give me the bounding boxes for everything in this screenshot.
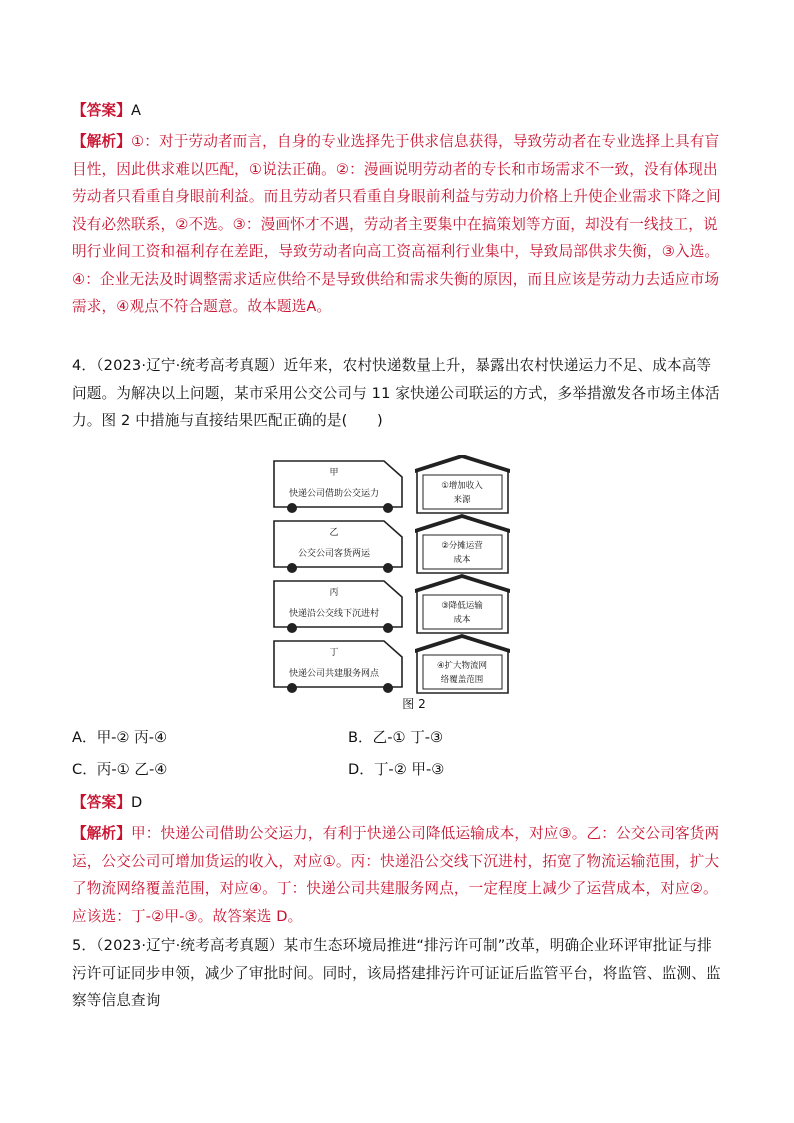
row-4-measure: 快递公司共建服务网点 [288,669,380,679]
answer-tag: 【答案】 [72,794,131,811]
question-4 [72,352,724,435]
figure-row-2 [274,514,510,573]
row-3-measure: 快递沿公交线下沉进村 [288,609,380,619]
row-2-result-line-1: ②分摊运营 [441,541,483,551]
answer-value: D [130,794,143,811]
row-1-code: 甲 [329,468,339,478]
row-2-code: 乙 [329,528,339,538]
question-source: （2023·辽宁·统考高考真题） [96,357,284,374]
row-2-measure: 公交公司客货两运 [297,549,371,559]
option-c: C．丙-① 乙-④ [72,761,168,778]
analysis-text: 甲：快递公司借助公交运力，有利于快递公司降低运输成本，对应③。乙：公交公司客货两运，公交公司可增加货运的收入，对应①。丙：快递沿公交线下沉进村，拓宽了物流运输范围，扩大了物流网络覆盖范围，对应④。丁：快递公司共建服务网点，一定程度上减少了运营成本，对应②。应该选：丁-②甲-③。故答案选 D。 [72,825,720,925]
row-1-measure: 快递公司借助公交运力 [288,489,380,499]
row-4-code: 丁 [329,648,339,658]
question-stem: 近年来，农村快递数量上升，暴露出农村快递运力不足、成本高等问题。为解决以上问题，某市采用公交公司与 11 家快递公司联运的方式，多举措激发各市场主体活力。图 2 中措施与直接结果匹配正确的是( ) [72,357,720,429]
analysis-tag: 【解析】 [72,825,131,842]
figure-row-1 [274,455,510,513]
analysis-tag: 【解析】 [72,133,131,150]
row-3-code: 丙 [329,588,339,598]
question-5 [72,932,724,1015]
row-2-result-line-2: 成本 [453,555,471,565]
figure-row-3 [274,574,510,633]
answer-line-1 [72,97,724,125]
row-1-result-line-2: 来源 [453,495,471,505]
question-source: （2023·辽宁·统考高考真题） [96,937,284,954]
option-d: D．丁-② 甲-③ [348,761,445,778]
question-number: 5． [72,937,97,954]
answer-value: A [130,102,142,119]
answer-tag: 【答案】 [72,102,131,119]
option-b: B．乙-① 丁-③ [348,729,444,746]
answer-line-2 [72,789,724,817]
row-3-result-line-1: ③降低运输 [441,601,483,611]
figure-2 [272,455,522,715]
row-4-result-line-1: ④扩大物流网 [436,661,488,671]
option-a: A．甲-② 丙-④ [72,729,168,746]
question-number: 4． [72,357,97,374]
row-3-result-line-2: 成本 [453,615,471,625]
figure-row-4 [274,634,510,693]
analysis-block-1 [72,128,724,321]
analysis-block-2 [72,820,724,930]
question-stem: 某市生态环境局推进“排污许可制”改革，明确企业环评审批证与排污许可证同步申领，减少了审批时间。同时，该局搭建排污许可证证后监管平台，将监管、监测、监察等信息查询 [72,937,721,1009]
figure-caption: 图 2 [402,697,426,711]
analysis-text: ①：对于劳动者而言，自身的专业选择先于供求信息获得，导致劳动者在专业选择上具有盲目性，因此供求难以匹配，①说法正确。②：漫画说明劳动者的专长和市场需求不一致，没有体现出劳动者只看重自身眼前利益。而且劳动者只看重自身眼前利益与劳动力价格上升使企业需求下降之间没有必然联系，②不选。③：漫画怀才不遇，劳动者主要集中在搞策划等方面，却没有一线技工，说明行业间工资和福利存在差距，导致劳动者向高工资高福利行业集中，导致局部供求失衡，③入选。④：企业无法及时调整需求适应供给不是导致供给和需求失衡的原因，而且应该是劳动力去适应市场需求，④观点不符合题意。故本题选A。 [72,133,721,315]
row-1-result-line-1: ①增加收入 [441,481,483,491]
row-4-result-line-2: 络覆盖范围 [440,675,484,685]
